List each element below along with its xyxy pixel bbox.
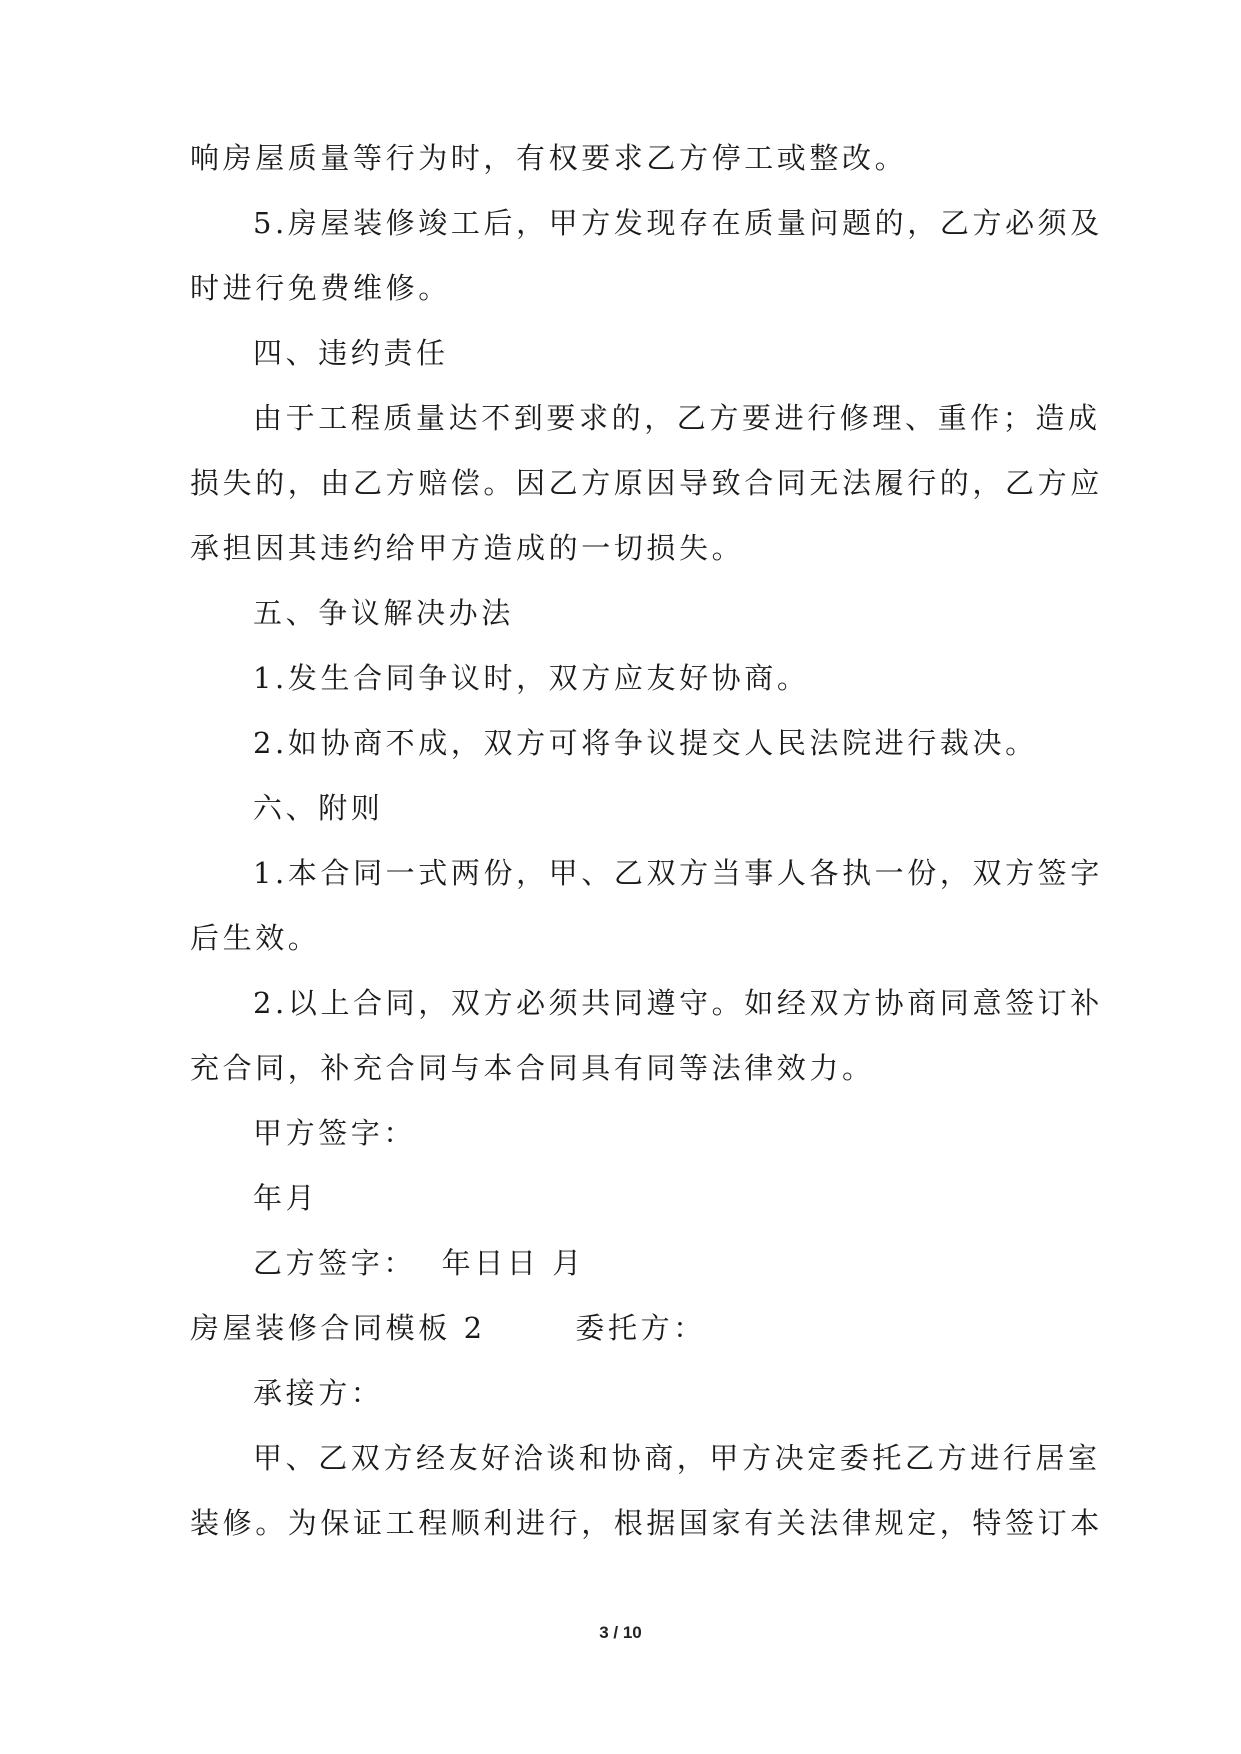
page-number: 3 / 10: [599, 1623, 642, 1642]
text-line: 由于工程质量达不到要求的，乙方要进行修理、重作；造成: [253, 401, 1101, 435]
date-line: 年月: [253, 1181, 319, 1215]
text-line: 1.本合同一式两份，甲、乙双方当事人各执一份，双方签字: [253, 856, 1103, 890]
signature-line: 甲方签字：: [253, 1116, 417, 1150]
text-line: 1.发生合同争议时，双方应友好协商。: [253, 661, 810, 695]
section-heading: 六、附则: [253, 791, 384, 825]
document-title: 房屋装修合同模板 2 委托方：: [190, 1311, 706, 1345]
text-line: 装修。为保证工程顺利进行，根据国家有关法律规定，特签订本: [190, 1506, 1103, 1540]
section-heading: 五、争议解决办法: [253, 596, 514, 630]
text-line: 响房屋质量等行为时，有权要求乙方停工或整改。: [190, 141, 908, 175]
text-line: 甲、乙双方经友好洽谈和协商，甲方决定委托乙方进行居室: [253, 1441, 1101, 1475]
signature-line: 乙方签字： 年日日 月: [253, 1246, 585, 1280]
text-line: 损失的，由乙方赔偿。因乙方原因导致合同无法履行的，乙方应: [190, 466, 1103, 500]
text-line: 承担因其违约给甲方造成的一切损失。: [190, 531, 745, 565]
text-line: 充合同，补充合同与本合同具有同等法律效力。: [190, 1051, 875, 1085]
text-line: 时进行免费维修。: [190, 271, 451, 305]
text-line: 后生效。: [190, 921, 321, 955]
text-line: 承接方：: [253, 1376, 384, 1410]
text-line: 2.以上合同，双方必须共同遵守。如经双方协商同意签订补: [253, 986, 1103, 1020]
text-line: 2.如协商不成，双方可将争议提交人民法院进行裁决。: [253, 726, 1038, 760]
text-line: 5.房屋装修竣工后，甲方发现存在质量问题的，乙方必须及: [253, 206, 1103, 240]
section-heading: 四、违约责任: [253, 336, 449, 370]
